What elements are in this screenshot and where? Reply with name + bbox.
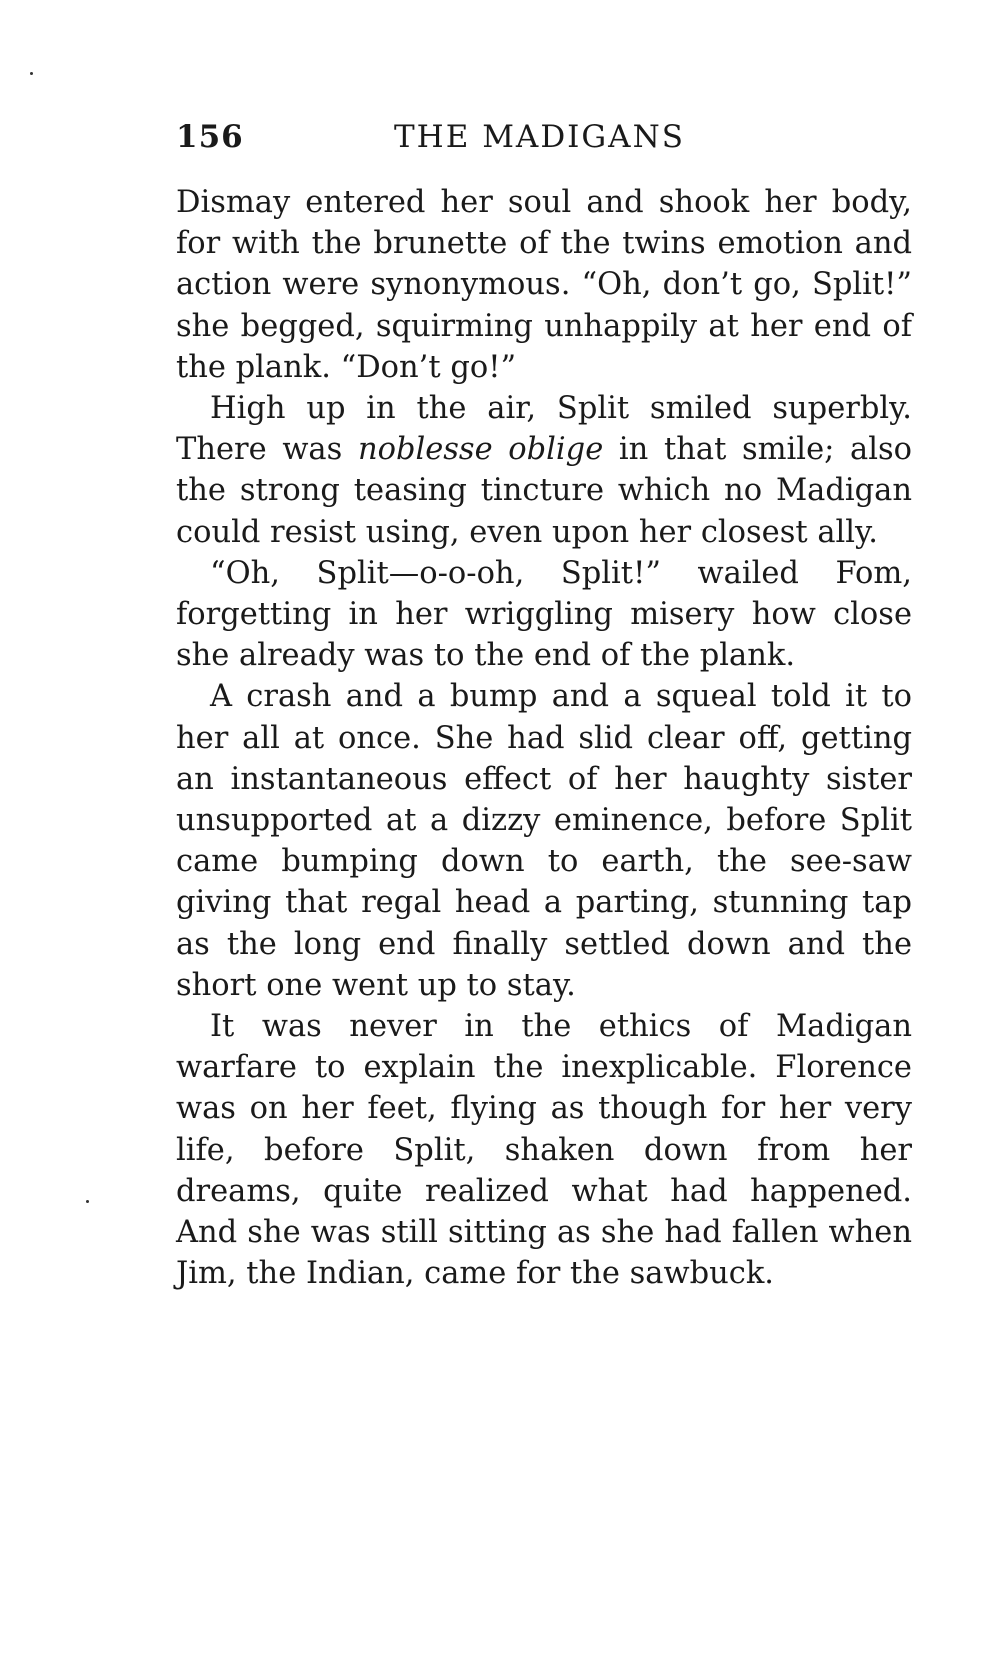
paragraph-text: Dismay entered her soul and shook her body, for with the brunette of the twins emotion and action were synonymous. “Oh, don’t go, Split!” she begged, squirming unhappily at her end of the plank. “Don’t go!” — [176, 185, 912, 385]
body-text — [176, 182, 912, 1294]
paragraph-text: “Oh, Split—o-o-oh, Split!” wailed Fom, forgetting in her wriggling misery how close she already was to the end of the plank. — [176, 555, 912, 674]
paragraph-text: High up in the air, Split smiled superbly. There was — [176, 391, 912, 468]
paragraph — [176, 388, 912, 553]
paragraph — [176, 1006, 912, 1294]
page-header — [176, 112, 916, 162]
paragraph-text: A crash and a bump and a squeal told it to her all at once. She had slid clear off, getting an instantaneous effect of her haughty sister unsupported at a dizzy eminence, before Split came bumping down to earth, the see-saw giving that regal head a parting, stunning tap as the long end finally settled down and the short one went up to stay. — [176, 679, 912, 1003]
italic-phrase: noblesse oblige — [357, 432, 604, 468]
paragraph — [176, 553, 912, 677]
page-number: 156 — [176, 119, 244, 155]
paper-speck — [86, 1200, 89, 1203]
paragraph — [176, 676, 912, 1006]
paper-speck — [30, 72, 33, 75]
running-head: THE MADIGANS — [394, 119, 685, 155]
paragraph-text: in that smile; also the strong teasing tincture which no Madigan could resist using, even upon her closest ally. — [176, 432, 913, 550]
paragraph-text: It was never in the ethics of Madigan warfare to explain the inexplicable. Florence was on her feet, flying as though for her very life, before Split, shaken down from her dreams, quite realized what had happened. And she was still sitting as she had fallen when Jim, the Indian, came for the sawbuck. — [176, 1009, 912, 1292]
paragraph — [176, 182, 912, 388]
